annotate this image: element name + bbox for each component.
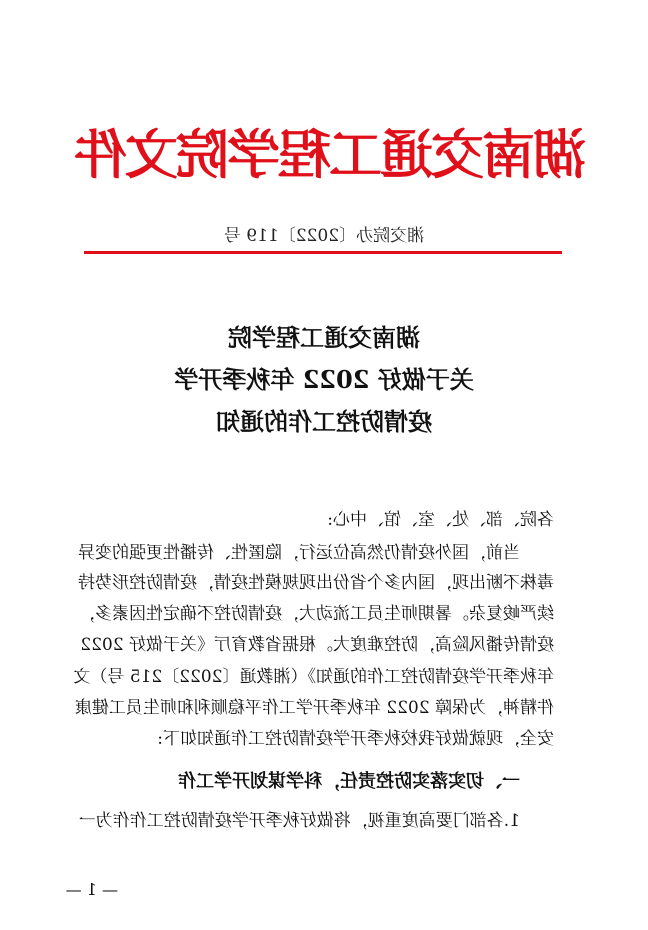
notice-title-line-3: 疫情防控工作的通知 — [216, 407, 432, 436]
paragraph-line: 毒株不断出现，国内多个省份出现规模性疫情，疫情防控形势持 — [78, 573, 554, 593]
org-header-title: 湖南交通工程学院文件 — [76, 124, 586, 186]
paragraph-line: 当前，国外疫情仍然高位运行，隐匿性、传播性更强的变异 — [78, 543, 520, 563]
paragraph-line: 件精神，为保障 2022 年秋季开学工作平稳顺利和师生员工健康 — [74, 698, 554, 718]
item-line: 1.各部门要高度重视，将做好秋季开学疫情防控工作作为一 — [78, 811, 520, 831]
red-header-rule — [84, 251, 562, 254]
document-number: 湘交院办〔2022〕119 号 — [223, 226, 425, 246]
paragraph-line: 安全，现就做好我校秋季开学疫情防控工作通知如下: — [157, 729, 554, 749]
page-number: — 1 — — [65, 880, 118, 899]
paragraph-line: 年秋季开学疫情防控工作的通知》（湘教通〔2022〕215 号）文 — [73, 667, 554, 687]
recipient-line: 各院、部、处、室、馆、中心: — [327, 510, 554, 530]
notice-title-line-2: 关于做好 2022 年秋季开学 — [174, 365, 474, 394]
notice-title-line-1: 湖南交通工程学院 — [228, 323, 420, 352]
paragraph-line: 续严峻复杂。暑期师生员工流动大，疫情防控不确定性因素多， — [78, 604, 554, 624]
paragraph-line: 疫情传播风险高，防控难度大。根据省教育厅《关于做好 2022 — [80, 635, 554, 655]
section-heading: 一、切实落实防控责任，科学谋划开学工作 — [178, 771, 520, 792]
